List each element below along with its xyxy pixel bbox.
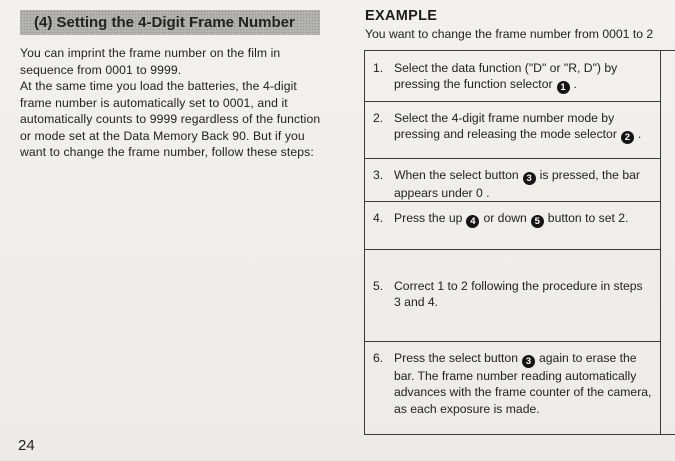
- button-marker-icon: 1: [557, 81, 570, 94]
- step-row: [365, 202, 660, 250]
- step-text-part: again to erase the bar. The frame number reading automatically advances with the frame counter of the camera, as each exposure is made.: [394, 351, 652, 416]
- step-row: [365, 102, 660, 159]
- step-text: [394, 167, 652, 201]
- step-text-part: .: [573, 77, 577, 92]
- step-text-part: or down: [483, 211, 527, 225]
- step-number: 6.: [373, 351, 384, 365]
- step-text: [394, 60, 652, 94]
- table-right-edge: [661, 50, 675, 435]
- step-number: 3.: [373, 168, 384, 182]
- section-heading: (4) Setting the 4-Digit Frame Number: [20, 10, 320, 35]
- step-text-part: button to set 2.: [547, 211, 629, 225]
- step-text: [394, 350, 652, 417]
- step-row: [365, 342, 660, 435]
- step-text-part: .: [637, 127, 642, 142]
- button-marker-icon: 3: [523, 172, 536, 185]
- step-text: [394, 210, 652, 228]
- step-number: 1.: [373, 61, 384, 75]
- step-text: Correct 1 to 2 following the procedure in steps 3 and 4.: [394, 279, 643, 310]
- intro-paragraph: You can imprint the frame number on the film in sequence from 0001 to 9999.: [20, 46, 281, 77]
- intro-text: [20, 45, 322, 161]
- step-text-part: When the select button: [394, 168, 519, 182]
- example-subtitle: You want to change the frame number from 0001 to 2: [365, 27, 654, 41]
- step-number: 5.: [373, 279, 384, 293]
- button-marker-icon: 3: [522, 355, 535, 368]
- step-row: [365, 250, 660, 342]
- step-row: [365, 51, 660, 102]
- step-text-part: Press the select button: [394, 351, 518, 365]
- intro-paragraph: At the same time you load the batteries, the 4-digit frame number is automatically set to 0001, and it automatically counts to 9999 regardless of the function or mode set at the Data Memory Back 90. But if you want to change the frame number, follow these steps:: [20, 79, 321, 159]
- step-number: 2.: [373, 111, 384, 125]
- step-text-part: Select the 4-digit frame number mode by pressing and releasing the mode selector: [394, 111, 617, 142]
- step-row: [365, 159, 660, 202]
- step-text-part: Press the up: [394, 211, 463, 225]
- step-text: [394, 110, 652, 144]
- page-number: 24: [18, 437, 35, 454]
- button-marker-icon: 5: [531, 215, 544, 228]
- button-marker-icon: 4: [466, 215, 479, 228]
- step-text-part: is pressed, the bar appears under 0 .: [394, 168, 640, 200]
- button-marker-icon: 2: [621, 131, 634, 144]
- example-title: EXAMPLE: [365, 8, 438, 24]
- step-text-part: Select the data function ("D" or "R, D") by pressing the function selector: [394, 61, 618, 92]
- step-number: 4.: [373, 211, 384, 225]
- steps-table: [364, 50, 661, 435]
